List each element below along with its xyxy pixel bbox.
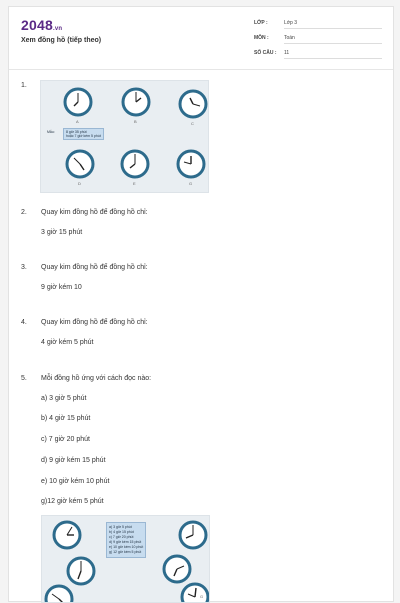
option-d: d) 9 giờ kém 15 phút bbox=[41, 457, 106, 464]
option-e: e) 10 giờ kém 10 phút bbox=[41, 478, 110, 485]
question-2-number: 2. bbox=[21, 209, 27, 216]
meta-class: LỚP : Lớp 3 bbox=[254, 20, 284, 26]
clock-g-label: G bbox=[200, 594, 204, 599]
clock-icon bbox=[44, 584, 74, 603]
clock-icon bbox=[162, 554, 192, 584]
question-5-number: 5. bbox=[21, 375, 27, 382]
meta-question-count: SỐ CÂU : 11 bbox=[254, 50, 284, 56]
clock-e-icon bbox=[120, 149, 150, 179]
option-c: c) 7 giờ 20 phút bbox=[41, 436, 90, 443]
worksheet bbox=[8, 6, 394, 602]
clock-c-icon bbox=[178, 89, 208, 119]
worksheet-header bbox=[9, 7, 393, 70]
question-1-number: 1. bbox=[21, 82, 27, 89]
clock-c-label: C bbox=[191, 121, 194, 126]
clock-icon bbox=[66, 556, 96, 586]
example-prefix: Mẫu: bbox=[47, 130, 55, 134]
site-logo[interactable]: 2048.vn bbox=[21, 17, 63, 33]
option-b: b) 4 giờ 15 phút bbox=[41, 415, 91, 422]
page-title: Xem đồng hồ (tiếp theo) bbox=[21, 37, 102, 44]
question-5-image bbox=[41, 515, 210, 603]
clock-g-icon bbox=[176, 149, 206, 179]
option-a: a) 3 giờ 5 phút bbox=[41, 395, 87, 402]
question-4-answer: 4 giờ kém 5 phút bbox=[41, 339, 94, 346]
clock-icon bbox=[178, 520, 208, 550]
option-g: g)12 giờ kém 5 phút bbox=[41, 498, 104, 505]
clock-a-label: A bbox=[76, 119, 79, 124]
question-2-answer: 3 giờ 15 phút bbox=[41, 229, 83, 236]
clock-d-label: D bbox=[78, 181, 81, 186]
reading-options-legend: a) 3 giờ 5 phút b) 4 giờ 15 phút c) 7 giờ 20 phút d) 9 giờ kém 15 phút e) 10 giờ kém 10 phút g) 12 giờ kém 5 phút bbox=[106, 522, 146, 558]
clock-b-icon bbox=[121, 87, 151, 117]
clock-a-icon bbox=[63, 87, 93, 117]
clock-icon bbox=[52, 520, 82, 550]
question-5-text: Mỗi đồng hồ ứng với cách đọc nào: bbox=[41, 375, 152, 382]
clock-e-label: E bbox=[133, 181, 136, 186]
example-note: 8 giờ 35 phút hoặc 7 giờ kém 5 phút bbox=[63, 128, 104, 140]
question-2-text: Quay kim đồng hồ để đồng hồ chỉ: bbox=[41, 209, 148, 216]
question-3-number: 3. bbox=[21, 264, 27, 271]
clock-g-label: G bbox=[189, 181, 193, 186]
question-4-text: Quay kim đồng hồ để đồng hồ chỉ: bbox=[41, 319, 148, 326]
question-3-answer: 9 giờ kém 10 bbox=[41, 284, 82, 291]
question-1-image bbox=[40, 80, 209, 193]
question-4-number: 4. bbox=[21, 319, 27, 326]
meta-subject: MÔN : Toán bbox=[254, 35, 284, 41]
clock-d-icon bbox=[65, 149, 95, 179]
clock-b-label: B bbox=[134, 119, 137, 124]
question-3-text: Quay kim đồng hồ để đồng hồ chỉ: bbox=[41, 264, 148, 271]
